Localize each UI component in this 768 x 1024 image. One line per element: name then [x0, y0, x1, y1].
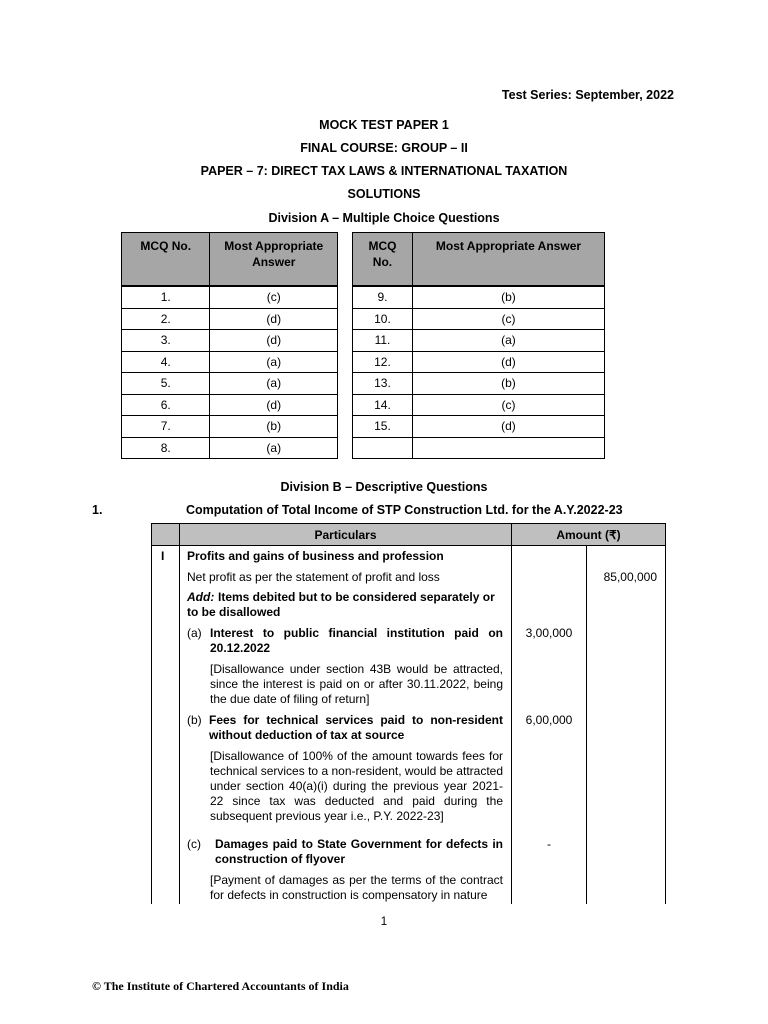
solutions-heading: SOLUTIONS [347, 187, 421, 201]
mcq-no-header: MCQ No. [353, 233, 413, 286]
item-b-note: [Disallowance of 100% of the amount towards fees for technical services to a non-resident, would be attracted under section 40(a)(i) during the previous year 2021-22 since tax was deducted and paid during the subsequent previous year i.e., P.Y. 2022-23] [210, 749, 503, 823]
item-a-amount: 3,00,000 [525, 626, 573, 640]
amount-header: Amount (₹) [556, 528, 621, 542]
mcq-answer: (a) [210, 437, 338, 459]
mcq-number: 12. [353, 351, 413, 373]
mcq-number: 9. [353, 287, 413, 309]
item-a-note: [Disallowance under section 43B would be attracted, since the interest is paid on or after 30.11.2022, being the due date of filing of return] [210, 662, 503, 706]
question-title: Computation of Total Income of STP Construction Ltd. for the A.Y.2022-23 [186, 503, 623, 517]
net-profit-amount: 85,00,000 [603, 570, 657, 584]
division-a-heading: Division A – Multiple Choice Questions [268, 211, 500, 225]
mcq-number: 8. [122, 437, 210, 459]
mcq-answer: (a) [210, 351, 338, 373]
mcq-no-header: MCQ No. [122, 233, 210, 286]
column-divider [179, 524, 180, 904]
section-title: Profits and gains of business and profession [187, 549, 444, 563]
mcq-number: 11. [353, 330, 413, 352]
mcq-number: 10. [353, 308, 413, 330]
mcq-answer: (a) [412, 330, 604, 352]
paper-title: MOCK TEST PAPER 1 [319, 118, 449, 132]
mcq-answer: (c) [412, 394, 604, 416]
mcq-answer: (d) [412, 351, 604, 373]
page-number: 1 [380, 916, 388, 928]
question-number: 1. [92, 503, 103, 517]
course-title: FINAL COURSE: GROUP – II [300, 141, 468, 155]
division-b-heading: Division B – Descriptive Questions [280, 480, 488, 494]
mcq-table-left [121, 232, 338, 459]
add-text: Items debited but to be considered separately or to be disallowed [187, 590, 495, 619]
mcq-number: 7. [122, 416, 210, 438]
answer-header: Most Appropriate Answer [412, 233, 604, 286]
item-c-note: [Payment of damages as per the terms of the contract for defects in construction is compensatory in nature [210, 873, 503, 902]
item-a-label: (a) [187, 626, 202, 640]
item-b-label: (b) [187, 713, 202, 727]
column-divider [586, 546, 587, 904]
item-c-title: Damages paid to State Government for defects in construction of flyover [215, 837, 503, 866]
particulars-header: Particulars [314, 528, 377, 542]
mcq-answer: (d) [210, 394, 338, 416]
mcq-number: 3. [122, 330, 210, 352]
mcq-answer [412, 437, 604, 459]
mcq-answer: (c) [412, 308, 604, 330]
mcq-answer: (b) [412, 373, 604, 395]
mcq-number: 5. [122, 373, 210, 395]
mcq-number: 2. [122, 308, 210, 330]
section-number: I [161, 549, 165, 563]
paper-subject: PAPER – 7: DIRECT TAX LAWS & INTERNATIONAL TAXATION [200, 164, 568, 178]
add-label: Add: [187, 590, 215, 604]
item-c-amount: - [547, 837, 551, 851]
footer-copyright: © The Institute of Chartered Accountants of India [92, 979, 349, 993]
item-a-title: Interest to public financial institution paid on 20.12.2022 [210, 626, 503, 655]
add-text-wrap [187, 590, 503, 620]
test-series-label: Test Series: September, 2022 [501, 88, 674, 102]
mcq-answer: (b) [412, 287, 604, 309]
mcq-number: 13. [353, 373, 413, 395]
mcq-answer: (d) [412, 416, 604, 438]
mcq-number: 4. [122, 351, 210, 373]
computation-table [151, 523, 666, 904]
item-b-title: Fees for technical services paid to non-resident without deduction of tax at source [209, 713, 503, 742]
item-b-amount: 6,00,000 [525, 713, 573, 727]
mcq-table-right [352, 232, 605, 459]
mcq-answer: (d) [210, 308, 338, 330]
net-profit-label: Net profit as per the statement of profit and loss [187, 570, 440, 584]
mcq-answer: (b) [210, 416, 338, 438]
mcq-number: 1. [122, 287, 210, 309]
mcq-number [353, 437, 413, 459]
mcq-answer: (c) [210, 287, 338, 309]
answer-header: Most Appropriate Answer [210, 233, 338, 286]
item-c-label: (c) [187, 837, 201, 851]
mcq-answer: (a) [210, 373, 338, 395]
mcq-answer: (d) [210, 330, 338, 352]
mcq-number: 15. [353, 416, 413, 438]
mcq-number: 6. [122, 394, 210, 416]
mcq-number: 14. [353, 394, 413, 416]
header-divider [152, 545, 665, 546]
